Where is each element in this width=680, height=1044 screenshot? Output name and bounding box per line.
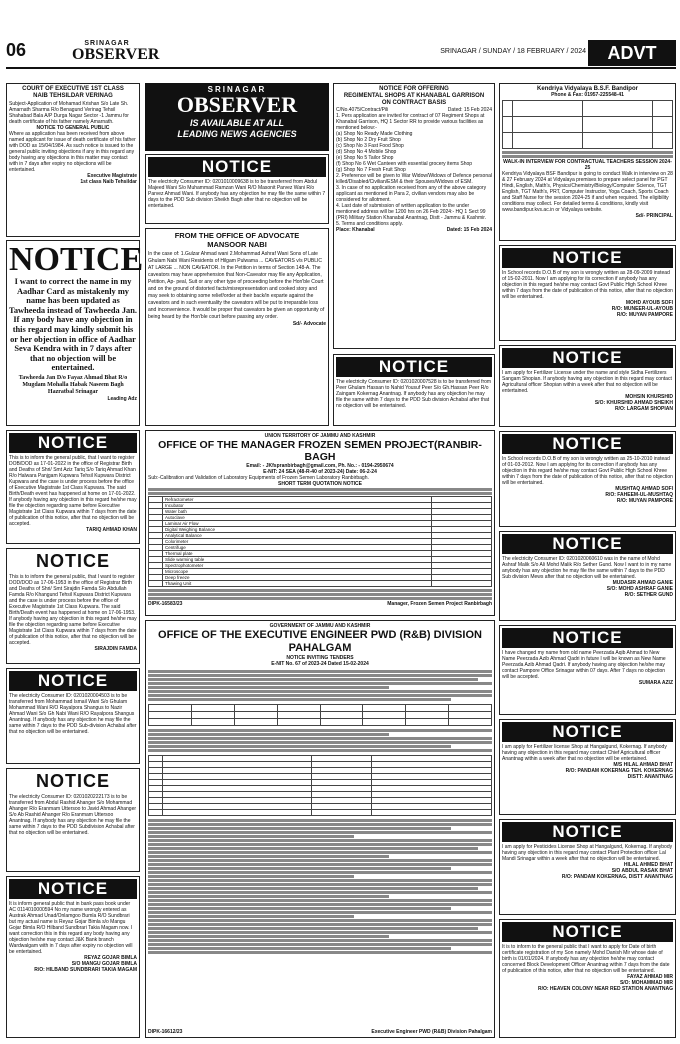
aadhar-notice-body: I want to correct the name in my Aadhar Card as mistakenly my name has been updated as Tawheeda instead of Tawheeda Jan. If any body have any objection in this regard may kindly submit his or her objection in office of Aadhar Seva Kendra with in 7 days after that no objection will be entertained. bbox=[9, 277, 137, 373]
table-cell: Refractometer bbox=[163, 497, 432, 503]
notice-sig2: S/O ABDUL RASAK BHAT bbox=[611, 868, 673, 874]
notice-title: NOTICE bbox=[9, 671, 137, 691]
frozen-title: OFFICE OF THE MANAGER FROZEN SEMEN PROJECT(RANBIR-BAGH bbox=[158, 439, 482, 463]
kv-phone: Phone & Fax: 01957-225548-41 bbox=[551, 92, 624, 98]
notice-title: NOTICE bbox=[502, 434, 673, 454]
notice-title: NOTICE bbox=[9, 433, 137, 453]
shops-item: (d) Shop No 4 Mobile Shop bbox=[336, 149, 397, 155]
notice-col1-4 bbox=[6, 768, 140, 872]
shops-item: (b) Shop No 2 Dry Fruit Shop bbox=[336, 137, 401, 143]
table-cell: Slide warming table bbox=[163, 557, 432, 563]
aadhar-notice bbox=[6, 240, 144, 426]
notice-col4-1 bbox=[499, 245, 676, 341]
court-title2: NAIB TEHSILDAR VERINAG bbox=[33, 93, 113, 99]
notice-body: This is to inform the general public, that I want to register DOB/DOD as 17-01-2022 in the office of Registrar Birth and Deaths of Shri/ Smt Aziz Tariq S/o Tariq Ahmad Khan R/o Halwara Panjgam Kupwara Tehsil Kupwara District Kupwara and the case is under process before the office of Executive Magistrate 1st Class Kupwara. The said Birth/Death event has happened at home on 17-01-2022. If anybody having any objection in this regard he/she may file the objection regarding same before Executive Magistrate 1st Class Kupwara within 7 days from the date of publication of this notice, after that no objection will be accepted. bbox=[9, 455, 137, 527]
aadhar-notice-title: NOTICE bbox=[9, 241, 144, 278]
advocate-title1: FROM THE OFFICE OF ADVOCATE bbox=[174, 231, 300, 240]
notice-body: The electricity Consumer ID: 0201020004503 is to be transferred from Mohammad Ismail Wani S/o Ghulam Mohammad Wani R/O Rayalpora Shangus to Nazir Ahmad Wani S/o Gh Nabi Wani R/O Rayalpora Shangus Anantnag. If anybody has any objection he may file the same within 7 days to the PDD Sub-division Achabal after that no objection will be entertained. bbox=[9, 693, 137, 735]
notice-sig3: R/O: MUYAN PAMPORE bbox=[616, 312, 673, 318]
notice-title: NOTICE bbox=[336, 357, 492, 377]
shops-notice bbox=[333, 83, 495, 349]
shops-title1: NOTICE FOR OFFERING bbox=[379, 86, 449, 92]
advocate-notice bbox=[145, 228, 329, 426]
promo-small: SRINAGAR bbox=[207, 85, 267, 94]
notice-sig3: R/O: PANDAM KOKERNAG, DISTT ANANTNAG bbox=[561, 874, 673, 880]
notice-col1-1 bbox=[6, 430, 140, 544]
notice-sig3: R/O: HEAVEN COLONY NEAR RED STATION ANANTNAG bbox=[537, 986, 673, 992]
notice-sig3: R/O: LARGAM SHOPIAN bbox=[614, 406, 673, 412]
notice-col3-1 bbox=[333, 354, 495, 426]
notice-body: I have changed my name from old name Peerzada Aqib Ahmad to New Name Peerzada Azib Ahmad Qadri in future I will be known as New Name Peerzada Azib Ahmad Qadri. If anybody having any objection he/she may contact Pampore Office Srinagar within 07 days. After 7 days no objection will be accepted. bbox=[502, 650, 666, 680]
court-title1: COURT OF EXECUTIVE 1ST CLASS bbox=[22, 86, 124, 92]
notice-body: In School records D.O.B of my son is wrongly written as 25-10-2010 instead of 01-03-2012. Now I am applying for its correction if anybody has any objection in this regard he/she may contact Govt Public High School Khree within 7 days from the date of publication of this notice, after that no objection will be entertained. bbox=[502, 456, 673, 486]
shops-ref: C/No.4075/Contract/Pili bbox=[336, 107, 389, 113]
notice-sig1: SUMARA AZIZ bbox=[638, 680, 673, 686]
pwd-sub2: E-NIT No. 67 of 2023-24 Dated 15-02-2024 bbox=[271, 661, 369, 667]
notice-col1-5 bbox=[6, 876, 140, 1038]
notice-col2-1 bbox=[145, 154, 329, 224]
notice-body: I am apply for Fertilizer License under the name and style Sidha Fertilizers Sangam Shopian. If anybody having any objection in this regard may contact Agricultural officer Shopian within a week after that no objection will be entertained. bbox=[502, 370, 672, 394]
notice-body: The electricity Consumer ID: 0201020222173 is to be transferred from Abdul Rashid Ahanger S/o Mohammad Ahanger R/o Eranmam Uttersoo to Javid Ahmad Ahanger S/o Ab Rashid Ahanger R/o Eranmam Uttersoo Anantnag. If anybody has any objection he may file the same within 7 days to the PDD Subdivision Achabal after that no objection will be entertained. bbox=[9, 794, 137, 836]
table-cell: Water bath bbox=[163, 509, 432, 515]
court-sig2: 1st class Naib Tehsildar bbox=[80, 179, 137, 185]
frozen-sub2: E-NIT: 24 SEA (48-R-40 of 2023-24) Date: 06-2-24 bbox=[263, 469, 377, 475]
shops-item: (c) Shop No 3 Fast Food Shop bbox=[336, 143, 404, 149]
notice-sig2: R/O: FAHEEM-UL-MUSHTAQ bbox=[605, 492, 673, 498]
kv-body: Kendriya Vidyalaya BSF Bandipur is going to conduct Walk in interview on 28 & 27 February 2024 at Vidyalaya premises to prepare select panel for PGT Hindi, English, Math's, Physics/Chemistry/Biology/Computer Science, TGT English, TGT Math's, PRT, Computer Instructor, Yoga Coach, Sports Coach and Staff Nurse for the session 2024-25 if and when required. The eligibility conditions may collect. For detailed terms & conditions, kindly visit www.bandipur.kvs.ac.in or Vidyalaya website. bbox=[502, 171, 673, 213]
notice-col1-3 bbox=[6, 668, 140, 764]
shops-point: 3. In case of no application received from any of the above category applicant as mentioned in Para 2, civilian vendors may also be considered for allotment. bbox=[336, 185, 487, 203]
notice-sig1: MOHD AYOUB SOFI bbox=[625, 300, 673, 306]
notice-sig2: S/O MANGU GOJAR BIMLA bbox=[71, 961, 137, 967]
notice-title: NOTICE bbox=[9, 879, 137, 899]
table-cell: Digital Weighing Balance bbox=[163, 527, 432, 533]
notice-title: NOTICE bbox=[35, 551, 110, 571]
notice-col4-2 bbox=[499, 345, 676, 427]
notice-sig1: MUSHTAQ AHMAD SOFI bbox=[615, 486, 673, 492]
notice-sig1: REYAZ GOJAR BIMLA bbox=[84, 955, 137, 961]
advocate-body: In the case of: 1.Gulzar Ahmad wani 2.Mohammad Ashraf Wani Sons of Late Ghulam Nabi Wani Residents of Hilgam Pulwama ... CAVEATORS v/s PUBLIC AT LARGE ... NON CAVEATOR. In the Petition in terms of Section 148-A. The caveators may have apprehension that Non-Caveator may file any Application, Petition, Ap- peal, Suit or any other type of proceeding before the Hon'ble Court and on the ground of distorted facts/misrepresentation and cooked story and may seek to obtaining some relief/order at their back/in exparte against the caveators and in such eventuality the caveators will be put to irreparable loss and inconvenience. It would be proper that caveators be given an opportunity of being heard by the Hon'ble court before passing any order. bbox=[148, 251, 325, 320]
notice-title: NOTICE bbox=[35, 771, 110, 791]
notice-title: NOTICE bbox=[502, 922, 673, 942]
pwd-table-1 bbox=[148, 704, 492, 726]
notice-title: NOTICE bbox=[502, 248, 673, 268]
table-cell: Thawing Unit bbox=[163, 581, 432, 587]
frozen-sub3: Sub:-Calibration and Validation of Laboratory Equipments of Frozen Semen Laboratory Ranbirbagh. bbox=[148, 475, 369, 481]
notice-col4-8 bbox=[499, 919, 676, 1038]
notice-sig2: R/O: PANDAM KOKERNAG TEH. KOKERNAG bbox=[565, 768, 673, 774]
header-rule bbox=[6, 67, 676, 69]
pwd-sig: Executive Engineer PWD (R&B) Division Pahalgam bbox=[371, 1029, 492, 1035]
notice-sig2: R/O: MUNEER-UL-AYOUB bbox=[611, 306, 673, 312]
kv-sig: Sd/- PRINCIPAL bbox=[635, 213, 673, 219]
table-cell: Microscope bbox=[163, 569, 432, 575]
notice-col1-2 bbox=[6, 548, 140, 664]
kv-notice bbox=[499, 83, 676, 241]
table-cell: Spectrophotometer bbox=[163, 563, 432, 569]
table-cell: Analytical Balance bbox=[163, 533, 432, 539]
shops-point: 4. Last date of submission of written application to the under mentioned address will be 1200 hrs on 26 Feb 2024:- HQ 1 Sect 99 (PRI) Military Station Khanabal Anantnag, Distt - Jammu & Kashmir. bbox=[336, 203, 487, 221]
frozen-table bbox=[148, 496, 492, 587]
masthead-logo bbox=[72, 40, 160, 63]
aadhar-notice-sig: Tawheeda Jan D/o Fayaz Ahmad Bhat R/o Mugdam Mohalla Habak Naseem Bagh Hazratbal Srinagar bbox=[18, 374, 128, 395]
court-body: Where as application has been received from above named applicant for issue of death certificate of his father with DOD as 15/04/1984. As such notice is issued to the general public inviting objections if any in this regard any body having any objections in this matter may contact with in 7 days after expiry no objections will be entertained. bbox=[9, 131, 136, 173]
frozen-semen-tender bbox=[145, 430, 495, 616]
shops-date: Dated: 15 Feb 2024 bbox=[447, 107, 492, 113]
frozen-head2: SHORT TERM QUOTATION NOTICE bbox=[278, 481, 362, 487]
notice-col4-5 bbox=[499, 625, 676, 715]
notice-sig1: MUDASIR AHMAD GANIE bbox=[612, 580, 673, 586]
notice-body: I am apply for Fertilizer license Shop at Hangalgund, Kokernag. If anybody having any objection in this regard may contact Chief Agricultural officer Anantnag within a week after that no objection will be entertained. bbox=[502, 744, 667, 762]
notice-title: NOTICE bbox=[502, 722, 673, 742]
section-label: ADVT bbox=[588, 40, 676, 66]
frozen-sub1: Email: - JKfspranbirbagh@gmail.com, Ph. No.: - 0194-2950674 bbox=[246, 463, 394, 469]
notice-body: It is inform general public that in bank pass book under AC 0114010000594 No my name wrongly entered as Austrak Ahmad Unad/Onlamgoo Bumla R/O Sundbrari but my actual name is Reyaz Gojar Bimla s/o Mangu Gojar Bimla R/O Hilband Sundbrari Takia Magam now. I want correction this in this regard any body having any objection he/she may contact J&K Bank branch Wardwalgam with in 7 days after expiry no objection will be entertained. bbox=[9, 901, 133, 955]
table-cell: Laminar Air Flow bbox=[163, 521, 432, 527]
notice-sig2: S/O: MOHD ASHRAF GANIE bbox=[606, 586, 673, 592]
notice-col4-7 bbox=[499, 819, 676, 915]
pwd-ref: DIPK-16612/23 bbox=[148, 1029, 183, 1035]
pwd-table-2 bbox=[148, 755, 492, 816]
notice-title: NOTICE bbox=[502, 628, 673, 648]
table-cell: Autoclave bbox=[163, 515, 432, 521]
notice-body: The electricity Consumer ID: 0201020007528 is to be transferred from Peer Ghulam Hassan to Nahid Yousuf Peer S/o Gh.Hassan Peer R/o Zaingam Kokernag Anantnag. If anybody has any objection he may file the same within 7 days to the PDD Sub division Achabal after that no objection will be entertained. bbox=[336, 379, 492, 409]
observer-promo bbox=[145, 83, 329, 151]
pwd-sub: NOTICE INVITING TENDERS bbox=[286, 655, 354, 661]
shops-item: (e) Shop No 5 Tailor Shop bbox=[336, 155, 394, 161]
pwd-ut: GOVERNMENT OF JAMMU AND KASHMIR bbox=[269, 623, 371, 629]
notice-sig2: S/O: KHURSHID AHMAD SHEIKH bbox=[594, 400, 673, 406]
notice-col4-3 bbox=[499, 431, 676, 527]
shops-title3: ON CONTRACT BASIS bbox=[381, 100, 447, 106]
court-notice-head: NOTICE TO GENERAL PUBLIC bbox=[36, 125, 110, 131]
shops-item: (g) Shop No 7 Fresh Fruit Shop bbox=[336, 167, 406, 173]
pwd-title: OFFICE OF THE EXECUTIVE ENGINEER PWD (R&B) DIVISION PAHALGAM bbox=[158, 629, 482, 654]
notice-title: NOTICE bbox=[502, 348, 673, 368]
frozen-ut: UNION TERRITORY OF JAMMU AND KASHMIR bbox=[264, 433, 376, 439]
notice-title: NOTICE bbox=[502, 534, 673, 554]
table-cell: Deep freeze bbox=[163, 575, 432, 581]
frozen-sig: Manager, Frozen Semen Project Ranbirbagh bbox=[387, 601, 492, 607]
notice-col4-6 bbox=[499, 719, 676, 815]
frozen-ref: DIPK-16583/23 bbox=[148, 601, 183, 607]
notice-body: This is to inform the general public, that I want to register DOD/DOD as 17-06-1953 in the office of Registrar Birth and Deaths of Shri/ Smt Sirajdin Famda S/o Abdullah Famda R/o Khangund Tehsil Kupwara District Kupwara and the case is under process before the office of Executive Magistrate 1st Class Kupwara. The said Birth/Death event has happened at home on 17-06-1953. If anybody having any objection in this regard he/she may file the objection regarding same before Executive Magistrate 1st Class Kupwara within 7 days from the date of publication of this notice, after that no objection will be accepted. bbox=[9, 574, 137, 646]
court-notice bbox=[6, 83, 140, 237]
shops-item: (a) Shop No Ready Made Clothing bbox=[336, 131, 413, 137]
notice-title: NOTICE bbox=[148, 157, 326, 177]
notice-sig3: DISTT: ANANTNAG bbox=[627, 774, 673, 780]
notice-sig2: S/O: MOHAMMAD MIR bbox=[619, 980, 673, 986]
notice-sig: SIRAJDIN FAMDA bbox=[94, 646, 137, 652]
notice-sig3: R/O: HILBAND SUNDBRARI TAKIA MAGAM bbox=[34, 967, 137, 973]
court-sig1: Executive Magistrate bbox=[87, 173, 137, 179]
kv-title: Kendriya Vidyalaya B.S.F. Bandipor bbox=[537, 86, 638, 92]
pwd-tender bbox=[145, 620, 495, 1038]
notice-body: The electricity Consumer ID: 0201020060610 was in the name of Mohd Ashraf Malik S/o Ali Mohd Malik R/o Sether Gund. Now I want to in my name anybody has any objection he may file the same within 7 days to the PDD Sub division Mews after that no objection will be entertained. bbox=[502, 556, 672, 580]
notice-sig1: FAYAZ AHMAD MIR bbox=[627, 974, 673, 980]
court-subject: Subject-Application of Mohamad Krishan S/o Late Sh. Amarnath Sharma R/o Benagund Verinag Tehsil Shahabad Bala A/P Durga Nagar Sector -1 Jammu for death certificate of his father namely Amarnath. bbox=[9, 101, 129, 125]
shops-point: 5. Terms and conditions apply. bbox=[336, 221, 404, 227]
table-cell: Incubator bbox=[163, 503, 432, 509]
kv-walkin: WALK-IN INTERVIEW FOR CONTRACTUAL TEACHERS SESSION 2024-25 bbox=[503, 159, 672, 171]
shops-title2: REGIMENTAL SHOPS AT KHANABAL GARRISON bbox=[343, 93, 485, 99]
notice-sig: TARIQ AHMAD KHAN bbox=[86, 527, 137, 533]
masthead-small: SRINAGAR bbox=[84, 40, 130, 47]
notice-body: The electricity Consumer ID: 0201010009638 is to be transferred from Abdul Majeed Wani S/o Muhammad Ramzan Wani R/O Masonit Parvez Wani R/o Parvez Ahmad Wani. If anybody has any objection he may file the same within 7 days to the PDD Sub division Sheikh Bagh after that no objection will be entertained. bbox=[148, 179, 326, 209]
notice-sig3: R/O: MUYAN PAMPORE bbox=[616, 498, 673, 504]
shops-point: 2. Preference will be given to War Widow/Widows of Defence personal killed/Disabled/Civilian/ESM & their Spouses/Widows of ESM. bbox=[336, 173, 492, 185]
notice-sig1: M/S HILAL AHMAD BHAT bbox=[613, 762, 673, 768]
advocate-title2: MANSOOR NABI bbox=[207, 240, 267, 249]
shops-pdate: Dated: 15 Feb 2024 bbox=[446, 227, 492, 233]
notice-body: It is to inform to the general public that I want to apply for Date of birth certificate registration of my Son namely Mohd Danish Mir whose date of birth is 01/01/2024. If anybody has any objection he/she may contact concerned Block Development Officer Anantnag within 7 days from the date of publication of this notice, after that no objection will be entertained. bbox=[502, 944, 670, 974]
notice-col4-4 bbox=[499, 531, 676, 621]
promo-big: OBSERVER bbox=[176, 92, 298, 117]
table-cell: Colorimeter bbox=[163, 539, 432, 545]
shops-intro: 1. Pers application are invited for contract of 07 Regiment Shops at Khanabal Garrison, HQ 1 Sector RR to provide various facilities as mentioned below:- bbox=[336, 113, 485, 131]
masthead-big: OBSERVER bbox=[72, 46, 160, 63]
advocate-sig: Sd/- Advocate bbox=[292, 321, 326, 327]
dateline: SRINAGAR / SUNDAY / 18 FEBRUARY / 2024 bbox=[440, 48, 586, 55]
pwd-fine-print bbox=[148, 670, 492, 954]
notice-body: I am apply for Pesticides License Shop at Hangalgund, Kokernag. If anybody having any objection in this regard may contact Plant Protection officer Lal Mandi Srinagar within a week after that no objection will be entertained. bbox=[502, 844, 673, 862]
notice-sig3: R/O: SETHER GUND bbox=[624, 592, 673, 598]
shops-place: Place: Khanabal bbox=[336, 227, 375, 233]
page-number: 06 bbox=[6, 40, 27, 60]
notice-sig1: MOHSIN KHURSHID bbox=[625, 394, 673, 400]
notice-sig1: HILAL AHMED BHAT bbox=[623, 862, 673, 868]
table-cell: Centrifuge bbox=[163, 545, 432, 551]
shops-item: (f) Shop No 6 Wet Canteen with essential grocery items Shop bbox=[336, 161, 473, 167]
aadhar-notice-tag: Leading Adz bbox=[107, 395, 137, 402]
notice-body: In School records D.O.B of my son is wrongly written as 28-09-2009 instead of 15-02-2011. Now I am applying for its correction if anybody has any objection in this regard he/she may contact Govt Public High School Khree within 7 days from the date of publication of this notice, after that no objection will be entertained. bbox=[502, 270, 673, 300]
promo-tag: IS AVAILABLE AT ALL LEADING NEWS AGENCIES bbox=[177, 118, 297, 139]
notice-title: NOTICE bbox=[502, 822, 673, 842]
table-cell: Thermal plate bbox=[163, 551, 432, 557]
kv-table bbox=[502, 100, 673, 149]
